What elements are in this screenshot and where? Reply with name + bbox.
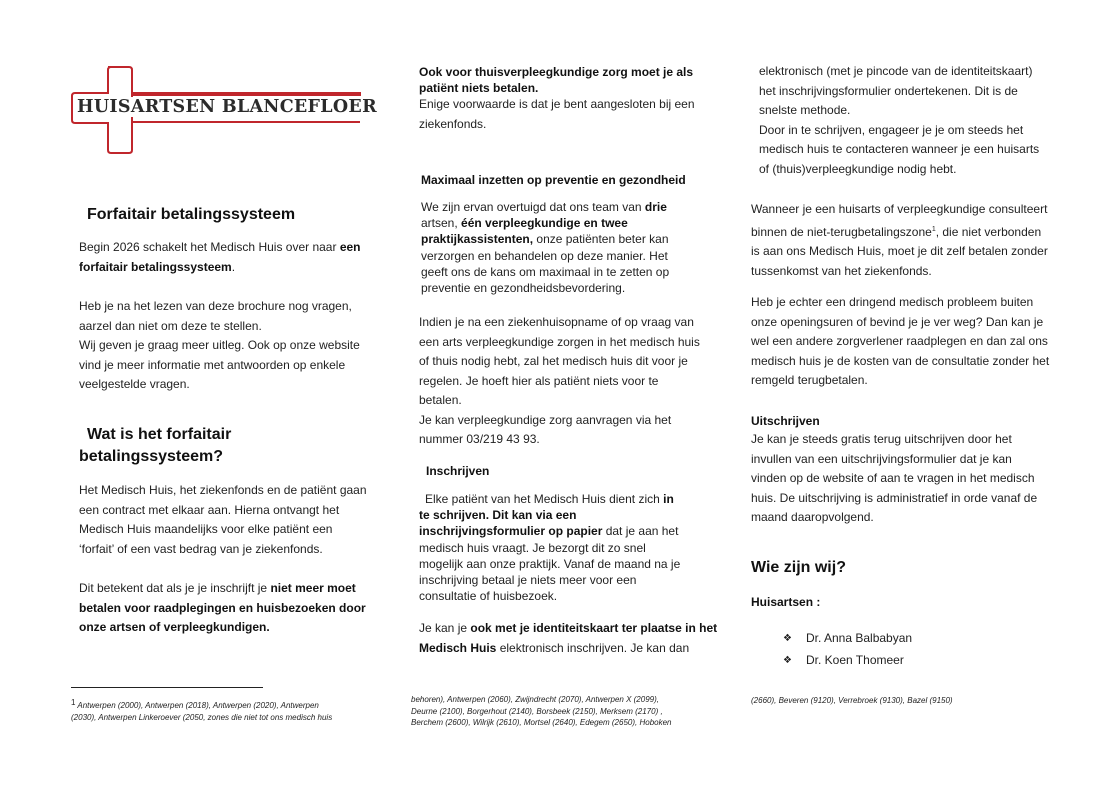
text-line: Het Medisch Huis, het ziekenfonds en de patiënt gaan [79,483,367,497]
text-line: betalen. [419,393,462,407]
text-line: is aan ons Medisch Huis, moet je dit zelf betalen zonder [751,244,1048,258]
text-line: Enige voorwaarde is dat je bent aangesloten bij een [419,97,695,111]
text-line: maand daaropvolgend. [751,510,874,524]
footnote-line: Antwerpen (2000), Antwerpen (2018), Antwerpen (2020), Antwerpen [77,701,319,710]
footnote-separator [71,687,263,688]
heading-who-are-we: Wie zijn wij? [751,559,846,576]
bold-text: onze artsen of verpleegkundigen. [79,620,270,634]
bold-text: ook met je identiteitskaart ter plaatse in het [470,621,718,635]
text-line: snelste methode. [759,103,851,117]
home-nursing-condition [419,95,709,134]
text-line: Door in te schrijven, engageer je je om steeds het [759,122,1024,137]
text-line: elektronisch inschrijven. Je kan dan [496,640,690,655]
heading-line: Wat is het forfaitair [87,426,232,443]
footnote-line: (2030), Antwerpen Linkeroever (2050, zones die niet tot ons medisch huis [71,712,333,722]
list-item [783,649,912,671]
text-line: tussenkomst van het ziekenfonds. [751,263,932,278]
bold-text: te schrijven. Dit kan via een [419,508,577,523]
text-line: nummer 03/219 43 93. [419,432,540,446]
id-card-paragraph [419,619,719,658]
bold-text: Ook voor thuisverpleegkundige zorg moet je als [419,65,694,79]
text-line: We zijn ervan overtuigd dat ons team van [421,200,645,214]
text-line: Wij geven je graag meer uitleg. Ook op onze website [79,338,360,352]
bold-text: patiënt niets betalen. [419,81,539,96]
zone-paragraph [751,200,1061,281]
text-line: , die niet verbonden [935,224,1042,239]
text-line: Dit betekent dat als je je inschrijft je [79,581,271,595]
text-line: Heb je echter een dringend medisch probleem buiten [751,295,1034,309]
intro-paragraph [79,238,369,277]
text-line: wel een andere zorgverlener raadplegen en dan zal ons [751,334,1048,348]
text-line: geeft ons de kans om maximaal in te zetten op [421,264,670,279]
text-line: medisch huis vraagt. Je bezorgt dit zo snel [419,540,646,555]
bold-text: in [663,492,674,506]
text-line: Je kan je [419,621,471,635]
text-line: of thuis nodig hebt, zal het medisch huis dit voor je [419,354,688,368]
doctor-name: Dr. Koen Thomeer [806,653,904,667]
diamond-bullet-icon: ❖ [783,632,792,644]
text-line: medisch huis te contacteren wanneer je een huisarts [759,142,1040,156]
text-line: Heb je na het lezen van deze brochure nog vragen, [79,299,352,313]
text-line: Medisch Huis maandelijks voor elke patiënt een [79,522,333,536]
doctors-list [783,627,912,671]
questions-paragraph [79,297,369,395]
prevention-paragraph [421,199,711,296]
text-line: remgeld terugbetalen. [751,373,868,387]
text-line: preventie en gezondheidsbevordering. [421,281,626,296]
bold-text: drie [644,200,667,214]
text-line: Je kan je steeds gratis terug uitschrijven door het [751,432,1012,446]
doctors-label: Huisartsen : [751,595,821,609]
bold-text: betalen voor raadplegingen en huisbezoeken door [79,600,366,615]
text-line: consultatie of huisbezoek. [419,589,558,604]
hospital-paragraph [419,313,709,450]
footnote-col3 [751,695,953,707]
text-line: vinden op de website of aan te vragen in het medisch [751,471,1035,485]
doctor-name: Dr. Anna Balbabyan [806,631,913,645]
text-line: een contract met elkaar aan. Hierna ontvangt het [79,502,340,517]
bold-text: Medisch Huis [419,640,497,655]
intro-bold-system: forfaitair betalingssysteem [79,259,232,274]
text-line: het inschrijvingsformulier ondertekenen. Dit is de [759,83,1018,98]
text-line: Elke patiënt van het Medisch Huis dient zich [425,492,664,506]
heading-register: Inschrijven [426,464,490,478]
text-line: Wanneer je een huisarts of verpleegkundige consulteert [751,202,1048,216]
text-line: vind je meer informatie met antwoorden op enkele [79,357,346,372]
footnote-line: Deurne (2100), Borgerhout (2140), Borsbeek (2150), Merksem (2170) , [411,706,663,716]
text-line: dat je aan het [602,524,679,539]
bold-text: één verpleegkundige en twee [461,216,628,231]
heading-prevention: Maximaal inzetten op preventie en gezondheid [421,173,686,187]
list-item [783,627,912,649]
text-line: regelen. Je hoeft hier als patiënt niets voor te [419,373,659,388]
contract-paragraph [79,481,369,559]
intro-bold: een [339,240,361,254]
text-line: aarzel dan niet om deze te stellen. [79,318,262,333]
logo-text: HUISARTSEN BLANCEFLOER [77,97,377,117]
footnote-col1 [71,697,332,723]
text-line: of (thuis)verpleegkundige nodig hebt. [759,161,957,176]
text-line: inschrijving betaal je niets meer voor een [419,573,637,588]
text-line: invullen van een uitschrijvingsformulier dat je kan [751,451,1012,466]
bold-text: niet meer moet [270,581,356,595]
logo [66,64,377,156]
heading-unregister: Uitschrijven [751,414,820,428]
footnote-line: behoren), Antwerpen (2060), Zwijndrecht (2070), Antwerpen X (2099), [411,695,659,704]
bold-text: inschrijvingsformulier op papier [419,524,603,539]
heading-line: betalingssysteem? [79,448,224,465]
bold-text: praktijkassistenten, [421,232,534,247]
text-line: onze openingsuren of bevind je je ver weg? Dan kan je [751,314,1044,329]
unregister-paragraph [751,430,1061,528]
diamond-bullet-icon: ❖ [783,654,792,666]
text-line: huis. De uitschrijving is administratief in orde vanaf de [751,490,1038,505]
footnote-marker: 1 [71,698,76,707]
text-line: verzorgen en behandelen op deze manier. Het [421,248,668,263]
no-payment-paragraph [79,579,369,638]
text-line: onze patiënten beter kan [533,232,669,247]
register-paragraph [419,491,709,604]
text-line: Indien je na een ziekenhuisopname of op vraag van [419,315,694,329]
footnote-col2 [411,694,671,729]
text-line: elektronisch (met je pincode van de identiteitskaart) [759,64,1033,78]
text-line: Je kan verpleegkundige zorg aanvragen via het [419,412,672,427]
footnote-line: Berchem (2600), Wilrijk (2610), Mortsel (2640), Edegem (2650), Hoboken [411,718,672,727]
footnote-reference[interactable]: 1 [931,225,936,233]
text-line: ziekenfonds. [419,116,487,131]
text-line: ‘forfait’ of een vast bedrag van je ziekenfonds. [79,541,323,556]
text-line: medisch huis je de kosten van de consultatie zonder het [751,353,1050,368]
intro-end: . [231,259,236,274]
text-line: een arts verpleegkundige zorgen in het medisch huis [419,334,700,349]
text-line: binnen de niet-terugbetalingszone [751,224,932,239]
text-line: mogelijk aan onze praktijk. Vanaf de maand na je [419,556,681,571]
text-line: veelgestelde vragen. [79,377,190,391]
footnote-line: (2660), Beveren (9120), Verrebroek (9130), Bazel (9150) [751,696,953,705]
urgent-paragraph [751,293,1061,391]
heading-what-is [79,424,231,468]
intro-text: Begin 2026 schakelt het Medisch Huis over naar [79,240,340,254]
text-line: artsen, [421,216,462,231]
id-card-continuation [759,62,1059,179]
heading-forfaitair: Forfaitair betalingssysteem [87,206,296,223]
home-nursing-bold [419,64,709,96]
